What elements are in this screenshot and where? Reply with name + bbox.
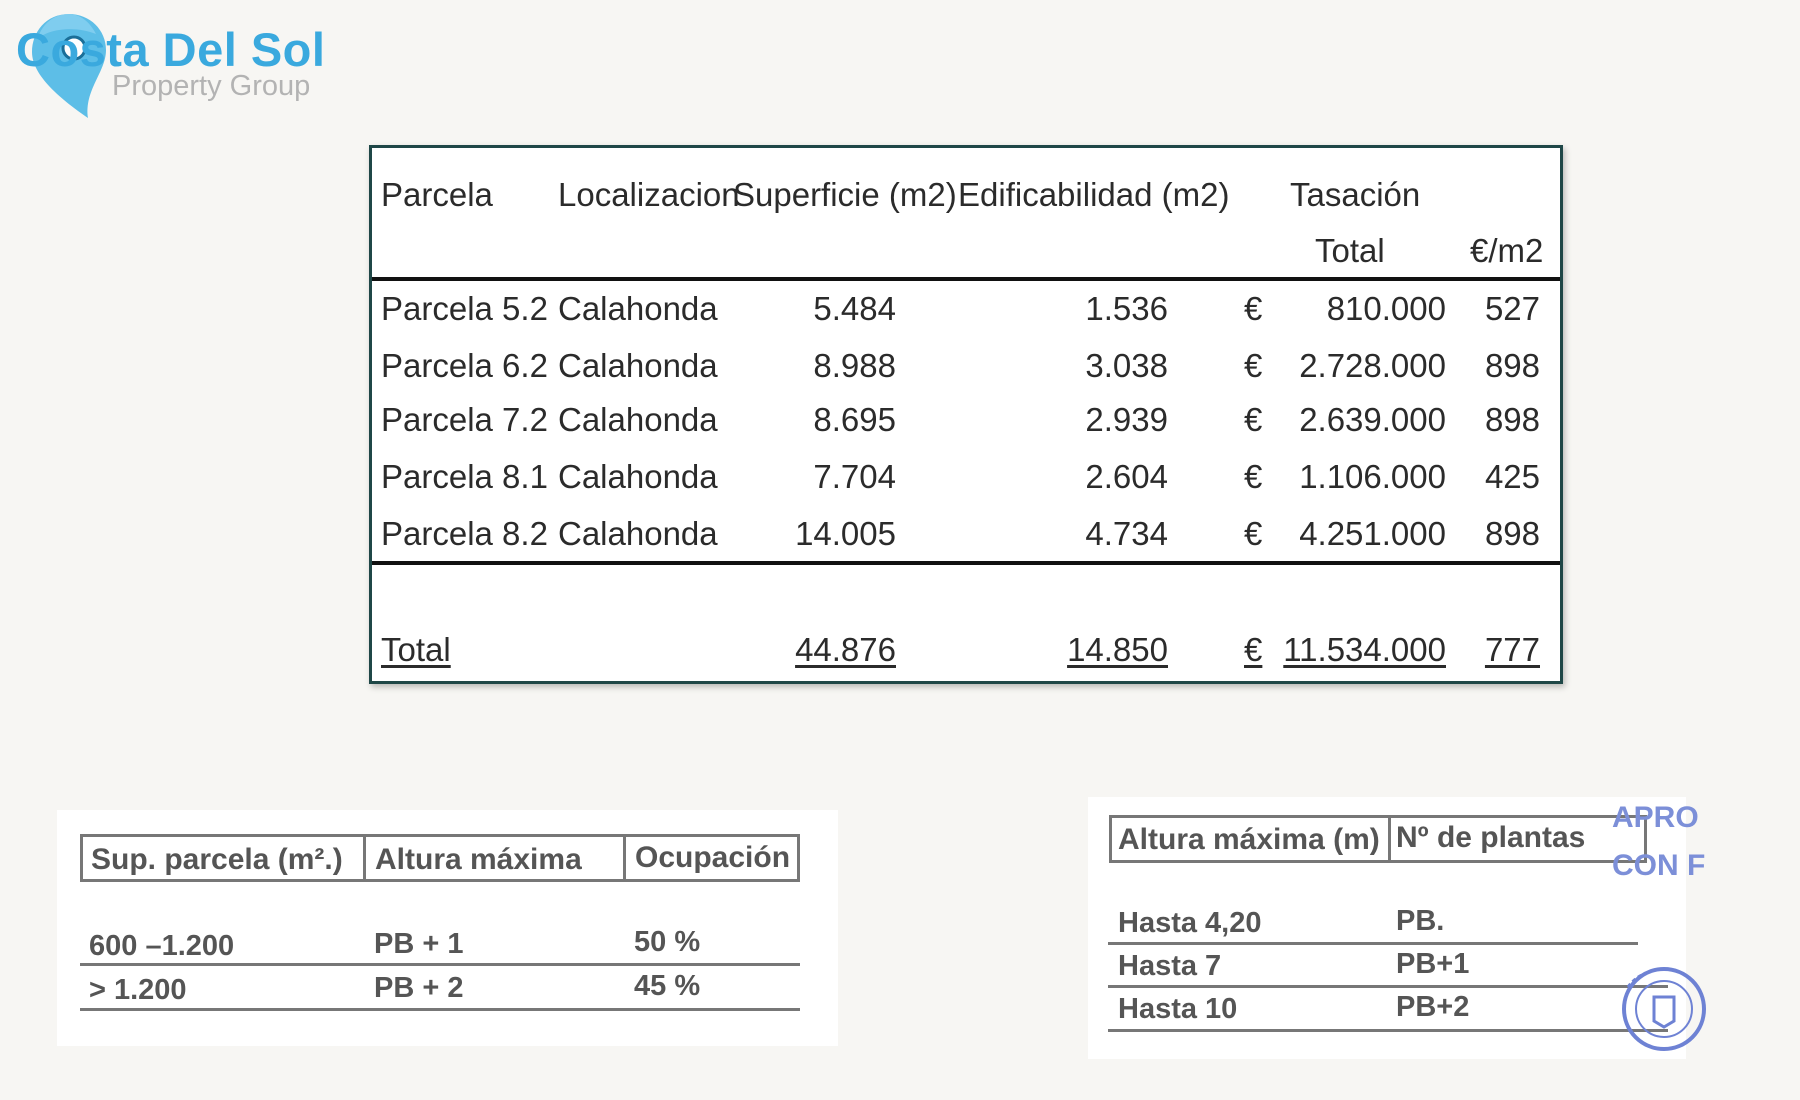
total-currency: € [1244,631,1263,668]
row-altura: Hasta 7 [1118,950,1222,982]
column-divider [363,834,366,882]
row-localizacion: Calahonda [558,290,718,327]
row-superficie: 14.005 [795,515,896,552]
header-tasacion: Tasación [1290,176,1421,213]
header-ocupacion: Ocupación [635,841,791,874]
row-localizacion: Calahonda [558,515,718,552]
row-edificabilidad: 2.939 [1085,401,1168,438]
header-altura-maxima: Altura máxima [375,843,582,876]
row-localizacion: Calahonda [558,347,718,384]
row-divider [1108,985,1668,988]
row-sup-parcela: 600 –1.200 [89,930,235,962]
row-parcela: Parcela 8.2 [381,515,548,552]
row-eur-m2: 898 [1484,347,1540,384]
row-altura: PB + 2 [374,972,464,1004]
row-superficie: 8.988 [813,347,896,384]
row-superficie: 5.484 [813,290,896,327]
row-localizacion: Calahonda [558,401,718,438]
body-rule [372,561,1560,565]
row-altura: Hasta 10 [1118,993,1238,1025]
row-divider [1108,942,1638,945]
parcel-table [369,145,1563,684]
row-edificabilidad: 4.734 [1085,515,1168,552]
row-altura: PB + 1 [374,928,464,960]
row-tasacion-total: 2.728.000 [1299,347,1446,384]
total-label: Total [381,631,451,668]
row-ocupacion: 50 % [634,926,701,958]
row-currency: € [1244,515,1263,552]
row-plantas: PB+2 [1396,991,1470,1023]
row-currency: € [1244,347,1263,384]
row-divider [1108,1029,1668,1032]
row-plantas: PB+1 [1396,948,1470,980]
occupancy-table [57,810,838,1046]
row-eur-m2: 425 [1484,458,1540,495]
row-currency: € [1244,290,1263,327]
total-eur-m2: 777 [1484,631,1540,668]
row-sup-parcela: > 1.200 [89,974,187,1006]
row-superficie: 8.695 [813,401,896,438]
row-tasacion-total: 4.251.000 [1299,515,1446,552]
row-edificabilidad: 2.604 [1085,458,1168,495]
row-edificabilidad: 3.038 [1085,347,1168,384]
row-currency: € [1244,401,1263,438]
logo-subtitle: Property Group [112,70,311,102]
logo-title: Costa Del Sol [16,23,326,76]
header-altura-maxima: Altura máxima (m) [1118,823,1380,856]
row-superficie: 7.704 [813,458,896,495]
row-parcela: Parcela 8.1 [381,458,548,495]
row-divider [80,963,800,966]
row-parcela: Parcela 7.2 [381,401,548,438]
header-num-plantas: Nº de plantas [1396,821,1586,854]
total-tasacion: 11.534.000 [1283,631,1446,668]
row-parcela: Parcela 6.2 [381,347,548,384]
row-eur-m2: 527 [1484,290,1540,327]
column-divider [1388,815,1391,863]
row-eur-m2: 898 [1484,401,1540,438]
header-parcela: Parcela [381,176,493,213]
row-ocupacion: 45 % [634,970,701,1002]
stamp-text-line-2: CON F [1612,849,1706,882]
header-localizacion: Localizacion [558,176,740,213]
row-edificabilidad: 1.536 [1085,290,1168,327]
stamp-text-line-1: APRO [1612,801,1699,834]
column-divider [623,834,626,882]
row-eur-m2: 898 [1484,515,1540,552]
row-parcela: Parcela 5.2 [381,290,548,327]
row-tasacion-total: 810.000 [1326,290,1446,327]
header-rule [372,277,1560,281]
row-currency: € [1244,458,1263,495]
company-logo [8,8,338,118]
total-edificabilidad: 14.850 [1067,631,1168,668]
header-edificabilidad: Edificabilidad (m2) [958,176,1230,213]
header-eur-m2: €/m2 [1470,232,1544,269]
row-tasacion-total: 1.106.000 [1299,458,1446,495]
header-total: Total [1315,232,1385,269]
row-localizacion: Calahonda [558,458,718,495]
row-plantas: PB. [1396,905,1445,937]
official-seal-icon [1616,957,1706,1057]
header-superficie: Superficie (m2) [733,176,957,213]
total-superficie: 44.876 [795,631,896,668]
row-altura: Hasta 4,20 [1118,907,1262,939]
height-table [1088,797,1706,1059]
row-divider [80,1008,800,1011]
edge-mark [1560,170,1563,202]
row-tasacion-total: 2.639.000 [1299,401,1446,438]
header-sup-parcela: Sup. parcela (m².) [91,843,343,876]
